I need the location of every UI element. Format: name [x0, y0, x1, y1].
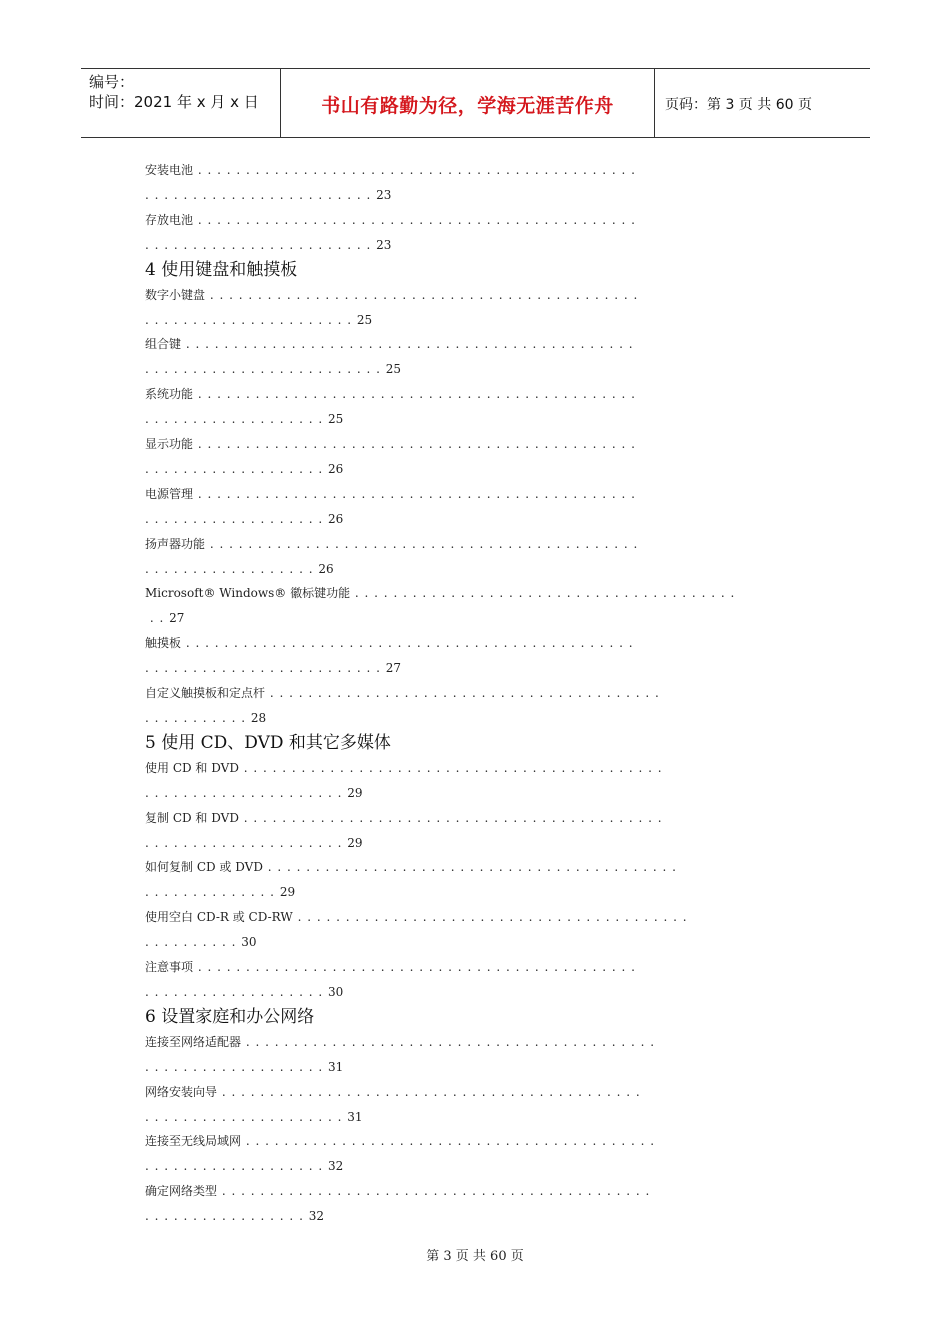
toc-entry-page: 26: [327, 511, 344, 526]
toc-entry[interactable]: 显示功能 . . . . . . . . . . . . . . . . . . . . . . . . . . . . . . . . . . . . . . . . . . . . . . . . . . . . . . . . . . . . . . . . . 26: [145, 436, 636, 476]
toc-entry-page: 28: [250, 710, 267, 725]
toc-entry-title: 存放电池: [145, 212, 194, 227]
toc-entry-page: 23: [376, 237, 392, 252]
toc-entry[interactable]: 触摸板 . . . . . . . . . . . . . . . . . . . . . . . . . . . . . . . . . . . . . . . . . . . . . . . . . . . . . . . . . . . . . . . . . . . . . . . . 27: [145, 636, 634, 676]
page-label: 页码：第 3 页 共 60 页: [665, 97, 812, 113]
header-motto-cell: [281, 69, 655, 137]
toc-entry[interactable]: 系统功能 . . . . . . . . . . . . . . . . . . . . . . . . . . . . . . . . . . . . . . . . . . . . . . . . . . . . . . . . . . . . . . . . . 25: [145, 387, 636, 427]
toc-entry-title: 注意事项: [145, 959, 194, 974]
toc-entry-title: 扬声器功能: [145, 536, 206, 551]
toc-entry-page: 25: [327, 412, 344, 427]
header-meta-cell: [81, 69, 281, 137]
toc-entry-page: 32: [327, 1159, 344, 1174]
toc-entry-title: 如何复制 CD 或 DVD: [145, 860, 263, 875]
toc-entry-page: 32: [308, 1209, 324, 1224]
toc-entry[interactable]: Microsoft® Windows® 徽标键功能 . . . . . . . . . . . . . . . . . . . . . . . . . . . . . . . . . . . . . . . . . . 27: [145, 586, 736, 626]
toc-entry-page: 29: [347, 835, 363, 850]
toc-entry-title: 自定义触摸板和定点杆: [145, 685, 266, 700]
toc-entry-page: 26: [327, 461, 344, 476]
toc-entry[interactable]: 使用 CD 和 DVD . . . . . . . . . . . . . . . . . . . . . . . . . . . . . . . . . . . . . . . . . . . . . . . . . . . . . . . . . . . . . . . . . 29: [145, 760, 663, 800]
section-heading[interactable]: 4 使用键盘和触摸板: [145, 259, 298, 280]
toc-entry-title: 组合键: [145, 337, 182, 352]
section-heading[interactable]: 5 使用 CD、DVD 和其它多媒体: [145, 732, 391, 753]
toc-entry-title: 使用 CD 和 DVD: [145, 760, 239, 775]
number-label: 编号：: [89, 73, 135, 91]
toc-entry-page: 26: [318, 561, 334, 576]
toc-entry-page: 30: [241, 935, 257, 950]
toc-entry[interactable]: 使用空白 CD-R 或 CD-RW . . . . . . . . . . . . . . . . . . . . . . . . . . . . . . . . . . . . . . . . . . . . . . . . . . . 30: [145, 910, 688, 950]
toc-entry-title: 电源管理: [145, 486, 194, 501]
toc-entry-page: 31: [327, 1059, 344, 1074]
toc-entry-page: 25: [356, 312, 373, 327]
header-page-cell: [655, 69, 870, 137]
toc-entry-title: 网络安装向导: [145, 1084, 218, 1099]
toc-entry-title: 显示功能: [145, 436, 194, 451]
toc-entry-title: 连接至网络适配器: [145, 1034, 242, 1049]
toc-entry-page: 23: [376, 188, 392, 202]
toc-entry[interactable]: 自定义触摸板和定点杆 . . . . . . . . . . . . . . . . . . . . . . . . . . . . . . . . . . . . . . . . . . . . . . . . . . . . 28: [145, 685, 660, 725]
toc-entry-title: 触摸板: [145, 636, 182, 651]
toc-entry[interactable]: 如何复制 CD 或 DVD . . . . . . . . . . . . . . . . . . . . . . . . . . . . . . . . . . . . . . . . . . . . . . . . . . . . . . . . . 29: [145, 860, 677, 900]
toc-entry-page: 25: [385, 362, 402, 377]
toc-entry[interactable]: 存放电池 . . . . . . . . . . . . . . . . . . . . . . . . . . . . . . . . . . . . . . . . . . . . . . . . . . . . . . . . . . . . . . . . . . . . . . 23: [145, 212, 636, 252]
toc-entry[interactable]: 电源管理 . . . . . . . . . . . . . . . . . . . . . . . . . . . . . . . . . . . . . . . . . . . . . . . . . . . . . . . . . . . . . . . . . 26: [145, 486, 636, 526]
toc-entry-title: 连接至无线局域网: [145, 1134, 242, 1149]
toc-entry-title: 确定网络类型: [145, 1184, 218, 1199]
toc-entry-title: 安装电池: [145, 163, 194, 177]
motto: 书山有路勤为径，学海无涯苦作舟: [321, 95, 614, 117]
table-of-contents: [145, 158, 810, 1229]
toc-entry[interactable]: 网络安装向导 . . . . . . . . . . . . . . . . . . . . . . . . . . . . . . . . . . . . . . . . . . . . . . . . . . . . . . . . . . . . . . . . . 31: [145, 1084, 641, 1124]
toc-entry[interactable]: 连接至网络适配器 . . . . . . . . . . . . . . . . . . . . . . . . . . . . . . . . . . . . . . . . . . . . . . . . . . . . . . . . . . . . . . 31: [145, 1034, 656, 1074]
page-header: [81, 68, 870, 138]
page-footer: 第 3 页 共 60 页: [426, 1249, 524, 1264]
toc-entry[interactable]: 组合键 . . . . . . . . . . . . . . . . . . . . . . . . . . . . . . . . . . . . . . . . . . . . . . . . . . . . . . . . . . . . . . . . . . . . . . . . 25: [145, 337, 634, 377]
toc-entry[interactable]: 确定网络类型 . . . . . . . . . . . . . . . . . . . . . . . . . . . . . . . . . . . . . . . . . . . . . . . . . . . . . . . . . . . . . . 32: [145, 1184, 651, 1224]
toc-entry-page: 31: [347, 1109, 363, 1124]
toc-entry-page: 29: [279, 885, 296, 900]
toc-entry-page: 27: [169, 611, 185, 626]
toc-entry-title: 复制 CD 和 DVD: [145, 810, 239, 825]
toc-entry-title: 系统功能: [145, 387, 194, 402]
toc-entry[interactable]: 扬声器功能 . . . . . . . . . . . . . . . . . . . . . . . . . . . . . . . . . . . . . . . . . . . . . . . . . . . . . . . . . . . . . . . 26: [145, 536, 639, 576]
toc-entry-title: Microsoft® Windows® 徽标键功能: [145, 586, 351, 601]
toc-entry[interactable]: 注意事项 . . . . . . . . . . . . . . . . . . . . . . . . . . . . . . . . . . . . . . . . . . . . . . . . . . . . . . . . . . . . . . . . . 30: [145, 959, 636, 999]
toc-entry[interactable]: 数字小键盘 . . . . . . . . . . . . . . . . . . . . . . . . . . . . . . . . . . . . . . . . . . . . . . . . . . . . . . . . . . . . . . . . . . . 25: [145, 287, 639, 327]
toc-entry[interactable]: 安装电池 . . . . . . . . . . . . . . . . . . . . . . . . . . . . . . . . . . . . . . . . . . . . . . . . . . . . . . . . . . . . . . . . . . . . . . 23: [145, 163, 636, 202]
toc-entry[interactable]: 连接至无线局域网 . . . . . . . . . . . . . . . . . . . . . . . . . . . . . . . . . . . . . . . . . . . . . . . . . . . . . . . . . . . . . . 32: [145, 1134, 656, 1174]
toc-entry-page: 27: [385, 661, 402, 676]
toc-entry-page: 29: [347, 785, 363, 800]
time-label: 时间：2021 年 x 月 x 日: [89, 93, 259, 111]
toc-entry[interactable]: 复制 CD 和 DVD . . . . . . . . . . . . . . . . . . . . . . . . . . . . . . . . . . . . . . . . . . . . . . . . . . . . . . . . . . . . . . . . . 29: [145, 810, 663, 850]
section-heading[interactable]: 6 设置家庭和办公网络: [145, 1006, 315, 1027]
toc-entry-title: 数字小键盘: [145, 287, 206, 302]
toc-entry-title: 使用空白 CD-R 或 CD-RW: [145, 910, 293, 925]
toc-entry-page: 30: [327, 984, 344, 999]
